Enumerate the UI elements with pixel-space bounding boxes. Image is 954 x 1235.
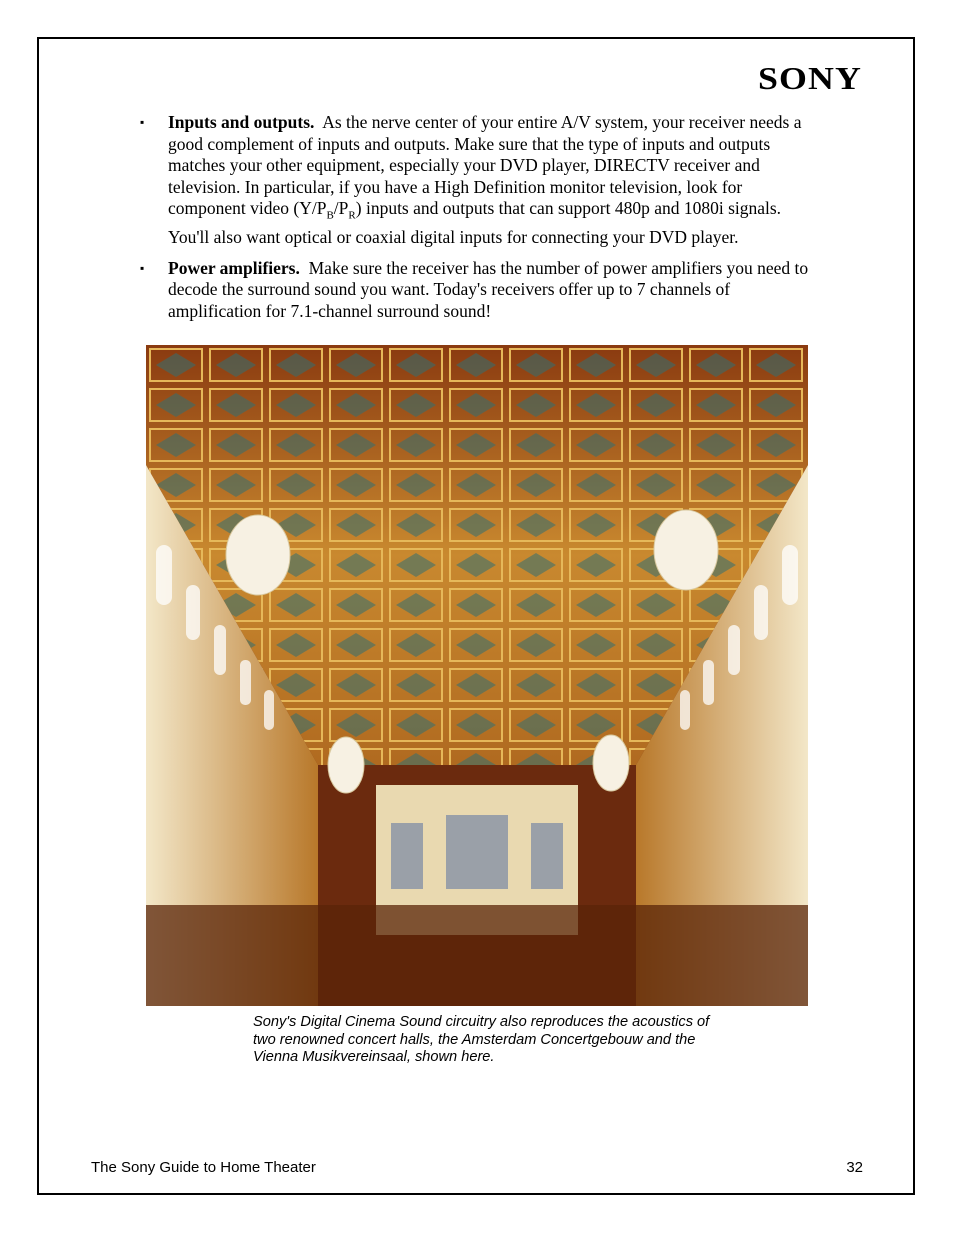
footer-title: The Sony Guide to Home Theater [91,1159,316,1176]
bullet-text-slash: /P [333,198,349,218]
bullet-marker-icon: ▪ [140,115,145,129]
bullet-list [140,112,810,331]
bullet-lead: Power amplifiers. [168,257,300,278]
bullet-text-end: ) inputs and outputs that can support 480p and 1080i signals. You'll also want optical or coaxial digital inputs for connecting your DVD player. [168,198,782,247]
bullet-lead: Inputs and outputs. [168,112,315,132]
photo-caption: Sony's Digital Cinema Sound circuitry also reproduces the acoustics of two renowned concert halls, the Amsterdam Concertgebouw and the Vienna Musikvereinsaal, shown here. [253,1014,710,1065]
bullet-power-amplifiers [140,258,810,323]
sony-logo: SONY [757,60,862,96]
subscript-r: R [348,209,356,222]
bullet-text: As the nerve center of your entire A/V system, your receiver needs a good complement of inputs and outputs. Make sure that the type of inputs and outputs matches your other equipment, especially your DVD player, DIRECTV receiver and television. In particular, if you have a High Definition monitor television, look for component video (Y/P [168,112,802,218]
bullet-inputs-outputs [140,112,810,249]
page-number: 32 [846,1159,863,1176]
bullet-marker-icon: ▪ [140,260,145,275]
bullet-text: Make sure the receiver has the number of power amplifiers you need to decode the surround sound you want. Today's receivers offer up to 7 channels of amplification for 7.1-channel surround sound! [168,257,809,321]
concert-hall-photo [146,345,808,1006]
subscript-b: B [326,209,334,222]
